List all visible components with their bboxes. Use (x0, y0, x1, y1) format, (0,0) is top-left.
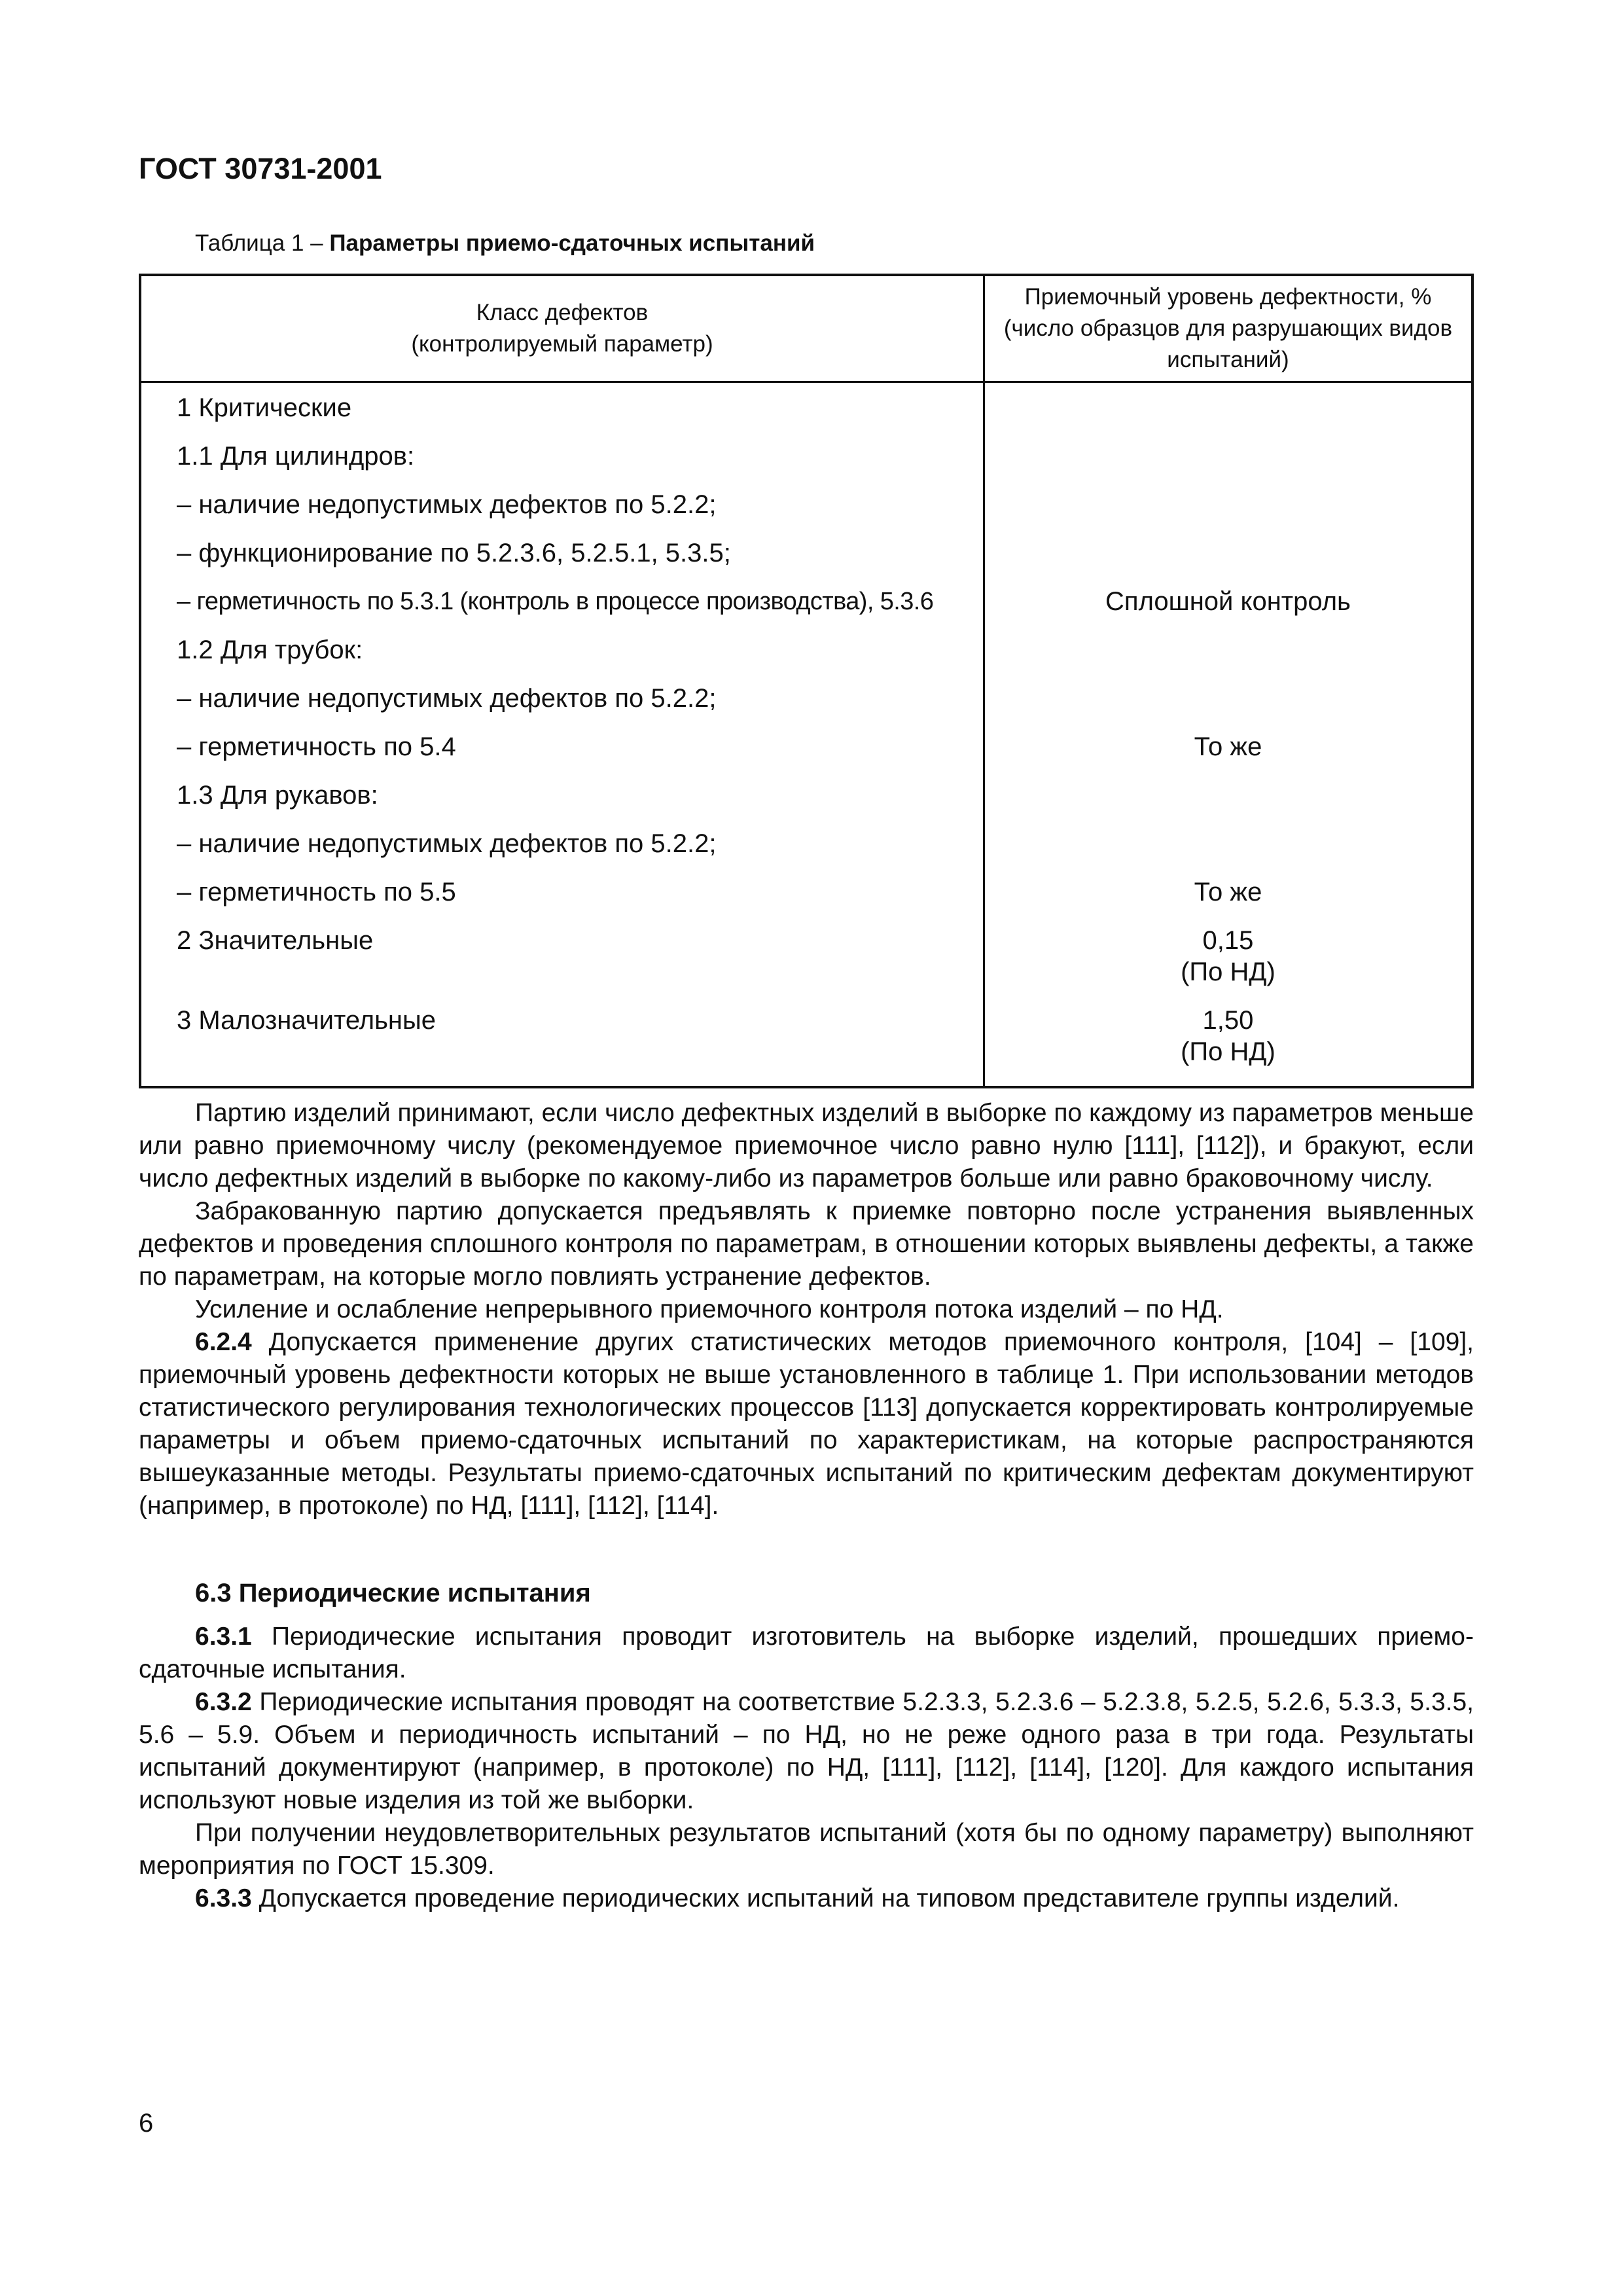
table-row (140, 828, 1472, 876)
column-header-acceptance-level (984, 275, 1472, 382)
column-header-acceptance-level-line1: Приемочный уровень дефектности, % (1024, 284, 1432, 310)
column-header-defect-class-line2: (контролируемый параметр) (411, 331, 713, 357)
table-cell-value (984, 683, 1472, 731)
column-header-acceptance-level-line3: испытаний) (1167, 347, 1289, 372)
table-row (140, 683, 1472, 731)
table-cell-param: – наличие недопустимых дефектов по 5.2.2; (140, 683, 984, 731)
table-cell-value-line1: 0,15 (1202, 926, 1254, 955)
table-cell-param: 1.3 Для рукавов: (140, 780, 984, 828)
table-cell-param: 2 Значительные (140, 925, 984, 1005)
table-row (140, 586, 1472, 634)
table-cell-param: – функционирование по 5.2.3.6, 5.2.5.1, 5.3.5; (140, 537, 984, 586)
table-cell-value: Сплошной контроль (984, 586, 1472, 634)
table-cell-param: 1.2 Для трубок: (140, 634, 984, 683)
table-caption (195, 230, 815, 257)
page-number: 6 (139, 2109, 154, 2138)
table-caption-prefix: Таблица 1 – (195, 230, 330, 256)
paragraph (139, 1882, 1474, 1915)
table-row (140, 731, 1472, 780)
document-header: ГОСТ 30731-2001 (139, 152, 382, 185)
table-row (140, 780, 1472, 828)
table-cell-value: То же (984, 731, 1472, 780)
table-cell-value (984, 537, 1472, 586)
paragraph (139, 1326, 1474, 1522)
clause-number: 6.3.1 (195, 1623, 252, 1651)
table-cell-value-line2: (По НД) (1181, 1037, 1275, 1066)
table-row (140, 440, 1472, 489)
paragraph-text: Периодические испытания проводят на соответствие 5.2.3.3, 5.2.3.6 – 5.2.3.8, 5.2.5, 5.2.6, 5.3.3, 5.3.5, 5.6 – 5.9. Объем и периодичность испытаний – по НД, но не реже одного раза в три года. Результаты испытаний документируют (например, в протоколе) по НД, [111], [112], [114], [120]. Для каждого испытания используют новые изделия из той же выборки. (139, 1688, 1474, 1814)
clause-number: 6.2.4 (195, 1328, 252, 1356)
paragraph (139, 1621, 1474, 1686)
table-cell-value (984, 440, 1472, 489)
table-cell-value (984, 1005, 1472, 1087)
table-cell-value (984, 925, 1472, 1005)
column-header-defect-class (140, 275, 984, 382)
paragraph (139, 1686, 1474, 1817)
table-row (140, 876, 1472, 925)
table-cell-param: – наличие недопустимых дефектов по 5.2.2; (140, 828, 984, 876)
table-header-row (140, 275, 1472, 382)
table-cell-param: – герметичность по 5.5 (140, 876, 984, 925)
table-cell-value-line1: 1,50 (1202, 1006, 1254, 1035)
parameters-table (139, 274, 1474, 1088)
clause-number: 6.3.3 (195, 1884, 252, 1912)
table-cell-param: 1.1 Для цилиндров: (140, 440, 984, 489)
paragraph: При получении неудовлетворительных результатов испытаний (хотя бы по одному параметру) выполняют мероприятия по ГОСТ 15.309. (139, 1819, 1474, 1880)
table-cell-param: 1 Критические (140, 382, 984, 441)
column-header-defect-class-line1: Класс дефектов (476, 300, 649, 325)
paragraph-text: Допускается проведение периодических испытаний на типовом представителе группы изделий. (251, 1884, 1400, 1912)
table-cell-param: – герметичность по 5.3.1 (контроль в процессе производства), 5.3.6 (140, 586, 984, 634)
table-row (140, 489, 1472, 537)
paragraph: Усиление и ослабление непрерывного приемочного контроля потока изделий – по НД. (195, 1295, 1224, 1323)
table-cell-value (984, 382, 1472, 441)
column-header-acceptance-level-line2: (число образцов для разрушающих видов (1003, 315, 1453, 341)
table-row (140, 537, 1472, 586)
table-cell-param: 3 Малозначительные (140, 1005, 984, 1087)
paragraph: Забракованную партию допускается предъявлять к приемке повторно после устранения выявленных дефектов и проведения сплошного контроля по параметрам, в отношении которых выявлены дефекты, а также по параметрам, на которые могло повлиять устранение дефектов. (139, 1197, 1474, 1291)
paragraph: Партию изделий принимают, если число дефектных изделий в выборке по каждому из параметров меньше или равно приемочному числу (рекомендуемое приемочное число равно нулю [111], [112]), и бракуют, если число дефектных изделий в выборке по какому-либо из параметров больше или равно браковочному числу. (139, 1099, 1474, 1193)
body-text-block-2 (139, 1621, 1474, 1915)
paragraph-text: Допускается применение других статистических методов приемочного контроля, [104] – [109], приемочный уровень дефектности которых не выше установленного в таблице 1. При использовании методов статистического регулирования технологических процессов [113] допускается корректировать контролируемые параметры и объем приемо-сдаточных испытаний по характеристикам, на которые распространяются вышеуказанные методы. Результаты приемо-сдаточных испытаний по критическим дефектам документируют (например, в протоколе) по НД, [111], [112], [114]. (139, 1328, 1474, 1520)
table-cell-value-line2: (По НД) (1181, 958, 1275, 986)
table-row (140, 382, 1472, 441)
table-row (140, 925, 1472, 1005)
table-row (140, 634, 1472, 683)
paragraph-text: Периодические испытания проводит изготовитель на выборке изделий, прошедших приемо-сдаточные испытания. (139, 1623, 1474, 1683)
table-cell-param: – наличие недопустимых дефектов по 5.2.2; (140, 489, 984, 537)
table-row (140, 1005, 1472, 1087)
table-cell-value (984, 489, 1472, 537)
section-heading: 6.3 Периодические испытания (195, 1579, 591, 1607)
table-cell-value (984, 634, 1472, 683)
table-cell-value: То же (984, 876, 1472, 925)
table-caption-title: Параметры приемо-сдаточных испытаний (329, 230, 815, 256)
clause-number: 6.3.2 (195, 1688, 252, 1716)
table-cell-value (984, 780, 1472, 828)
body-text-block-1 (139, 1097, 1474, 1522)
table-cell-param: – герметичность по 5.4 (140, 731, 984, 780)
table-cell-value (984, 828, 1472, 876)
